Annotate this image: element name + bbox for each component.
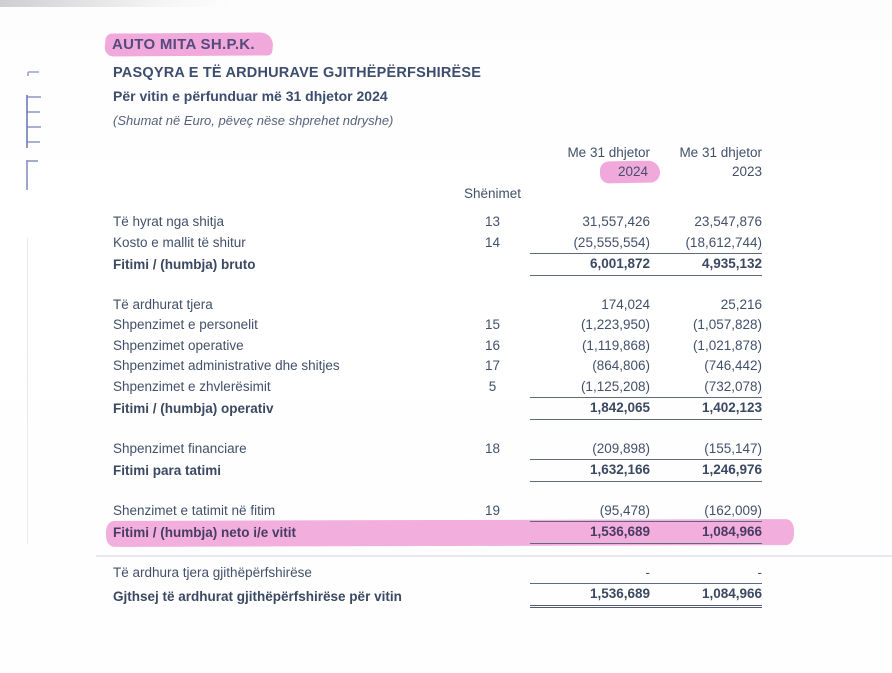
statement-title: PASQYRA E TË ARDHURAVE GJITHËPËRFSHIRËSE: [113, 65, 482, 81]
row-note-number: 5: [488, 378, 497, 394]
row-note-number: 18: [484, 440, 501, 456]
year-header-row: [113, 163, 768, 182]
row-values: [530, 233, 762, 254]
period-header-2023: Me 31 dhjetor: [679, 145, 762, 160]
value-2023: (746,442): [704, 358, 762, 373]
row-label: Gjthsej të ardhurat gjithëpërfshirëse për vitin: [113, 589, 402, 604]
table-row: [113, 501, 768, 522]
value-2024: (25,555,554): [573, 234, 650, 250]
value-2023: (732,078): [704, 378, 762, 394]
statement-subtitle: Për vitin e përfunduar më 31 dhjetor 2024: [113, 88, 388, 104]
company-name-highlighted: [108, 36, 259, 54]
value-2024: -: [645, 564, 650, 580]
table-row: [113, 459, 768, 482]
row-values: [530, 212, 762, 233]
value-2023: 1,246,976: [701, 462, 762, 477]
value-2024: 174,024: [601, 296, 650, 312]
value-2023: -: [757, 564, 762, 580]
row-values: [530, 315, 762, 336]
value-2024: (864,806): [592, 358, 650, 373]
scan-binder-marks: [14, 60, 58, 215]
row-label: Të ardhura tjera gjithëpërfshirëse: [113, 564, 312, 580]
row-note-number: 14: [484, 234, 501, 250]
row-label: Fitimi / (humbja) operativ: [113, 401, 274, 416]
year-2024: 2024: [617, 163, 648, 179]
value-2023: 23,547,876: [694, 214, 762, 229]
row-values: [530, 295, 762, 316]
value-2023: (162,009): [704, 502, 762, 518]
value-2023: 1,084,966: [701, 524, 762, 539]
row-values: [530, 459, 762, 482]
table-header: [113, 144, 768, 203]
row-note-number: 15: [484, 317, 501, 332]
row-label: Shpenzimet financiare: [113, 440, 247, 456]
value-2023: 1,402,123: [701, 400, 762, 415]
row-label: Shenzimet e tatimit në fitim: [113, 502, 276, 518]
value-2024: (1,223,950): [580, 317, 650, 332]
value-2023: (18,612,744): [685, 234, 762, 250]
row-values: [530, 253, 762, 276]
binder-marks-icon: [14, 60, 58, 210]
row-values: [530, 563, 762, 584]
row-values: [530, 356, 762, 377]
row-label: Të hyrat nga shitja: [113, 214, 225, 229]
table-row: [113, 439, 768, 460]
value-2024: 31,557,426: [582, 214, 650, 229]
statement-sheet: [113, 36, 768, 608]
value-2023: 4,935,132: [701, 256, 762, 271]
value-2024: 1,632,166: [589, 462, 650, 477]
value-2024: (1,119,868): [581, 337, 650, 353]
currency-note: (Shumat në Euro, pëveç nëse shprehet ndryshe): [113, 113, 394, 128]
table-row: [113, 583, 768, 608]
table-row: [113, 397, 768, 420]
row-label: Shpenzimet e zhvlerësimit: [113, 378, 271, 394]
year-2024-highlighted: [616, 163, 650, 182]
row-values: [530, 397, 762, 420]
period-header-2024: Me 31 dhjetor: [567, 145, 650, 160]
company-name: AUTO MITA SH.P.K.: [112, 36, 255, 53]
value-2024: 1,536,689: [589, 586, 650, 601]
row-label: Fitimi / (humbja) neto i/e vitit: [113, 525, 297, 540]
table-row: [113, 233, 768, 254]
row-label: Fitimi para tatimi: [113, 463, 222, 478]
value-2024: 1,536,689: [589, 524, 650, 539]
row-note-number: 13: [484, 214, 501, 229]
row-note-number: 17: [484, 358, 501, 373]
row-label: Shpenzimet e personelit: [113, 317, 258, 332]
row-label: Shpenzimet administrative dhe shitjes: [113, 358, 340, 373]
row-values: [530, 439, 762, 460]
row-values: [530, 583, 762, 608]
notes-column-header: Shënimet: [463, 186, 522, 201]
row-note-number: 16: [484, 337, 501, 353]
value-2024: (1,125,208): [580, 378, 650, 394]
year-2023: 2023: [731, 163, 762, 179]
table-row: [113, 563, 768, 584]
table-row: [113, 336, 768, 357]
row-label: Fitimi / (humbja) bruto: [113, 257, 256, 272]
table-row: [113, 295, 768, 316]
row-note-number: 19: [484, 502, 501, 518]
value-2023: 25,216: [720, 296, 762, 312]
value-2023: (1,021,878): [692, 337, 762, 353]
table-row: [113, 212, 768, 233]
row-label: Të ardhurat tjera: [113, 296, 213, 312]
value-2024: (209,898): [592, 440, 650, 456]
notes-header-row: [113, 181, 768, 203]
table-row: [113, 377, 768, 398]
value-2024: 6,001,872: [589, 256, 650, 271]
value-2023: (1,057,828): [692, 317, 762, 332]
row-label: Kosto e mallit të shitur: [113, 234, 246, 250]
scan-edge-line: [27, 238, 28, 544]
period-header-row: [113, 144, 768, 163]
row-values: [530, 377, 762, 398]
row-values: [530, 521, 762, 544]
row-label: Shpenzimet operative: [113, 337, 244, 353]
row-values: [530, 336, 762, 357]
row-values: [530, 501, 762, 522]
table-row: [113, 521, 768, 544]
scan-streak-top: [0, 0, 230, 7]
value-2023: (155,147): [704, 440, 762, 456]
value-2024: (95,478): [599, 502, 650, 518]
value-2024: 1,842,065: [589, 400, 650, 415]
table-row: [113, 253, 768, 276]
statement-rows: [113, 212, 768, 608]
table-row: [113, 356, 768, 377]
value-2023: 1,084,966: [701, 586, 762, 601]
table-row: [113, 315, 768, 336]
